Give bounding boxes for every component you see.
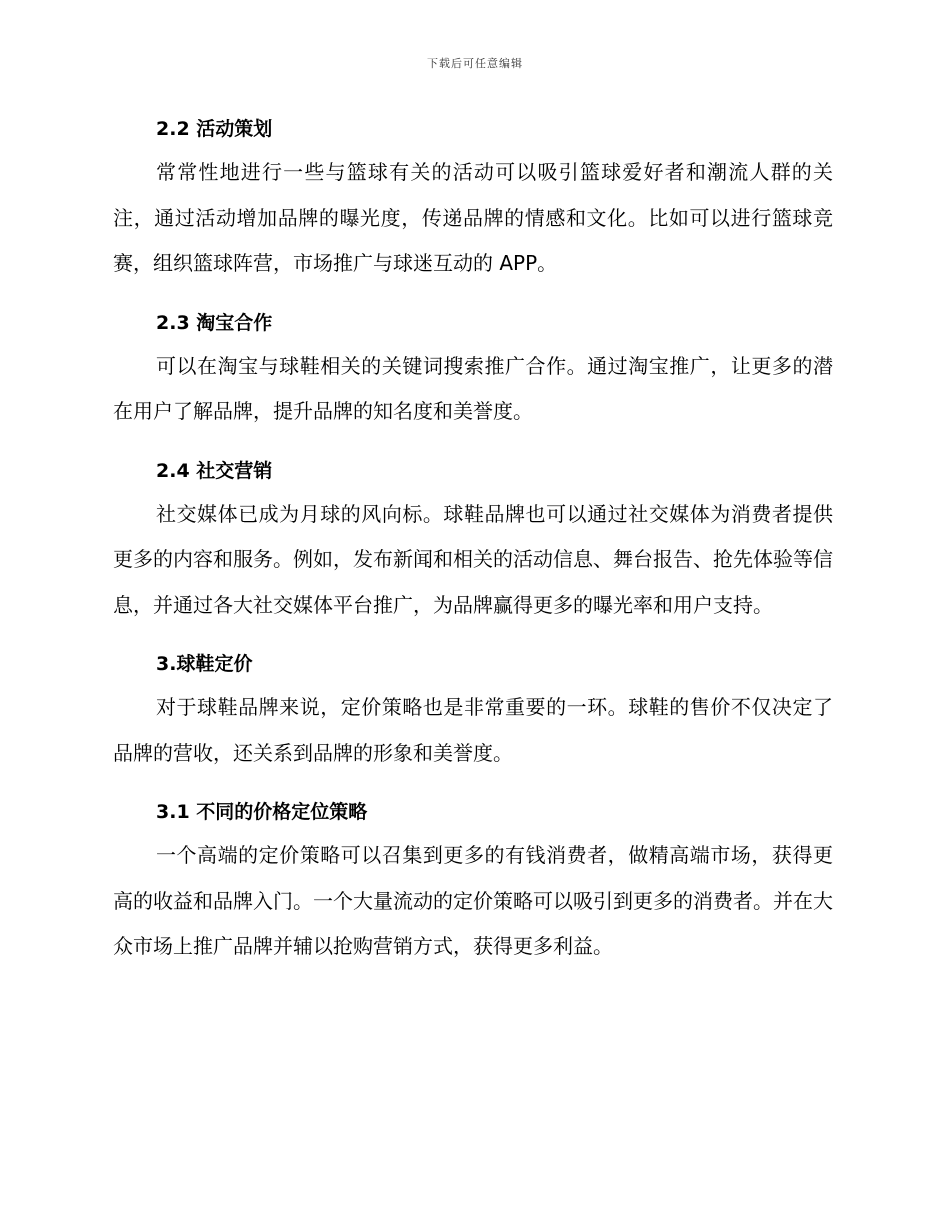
section-heading-3-1: 3.1 不同的价格定位策略 — [156, 801, 368, 823]
section-heading-2-2: 2.2 活动策划 — [156, 118, 273, 140]
section-paragraph-3: 对于球鞋品牌来说，定价策略也是非常重要的一环。球鞋的售价不仅决定了品牌的营收，还关系到品牌的形象和美誉度。 — [113, 695, 833, 765]
section-heading-3: 3.球鞋定价 — [156, 653, 253, 675]
section-heading-2-3: 2.3 淘宝合作 — [156, 311, 273, 334]
section-heading-2-4: 2.4 社交营销 — [156, 459, 273, 482]
page-header: 下载后可任意编辑 — [427, 57, 523, 70]
section-paragraph-2-4: 社交媒体已成为月球的风向标。球鞋品牌也可以通过社交媒体为消费者提供更多的内容和服务。例如，发布新闻和相关的活动信息、舞台报告、抢先体验等信息，并通过各大社交媒体平台推广，为品牌赢得更多的曝光率和用户支持。 — [113, 501, 833, 617]
section-paragraph-3-1: 一个高端的定价策略可以召集到更多的有钱消费者，做精高端市场，获得更高的收益和品牌入门。一个大量流动的定价策略可以吸引到更多的消费者。并在大众市场上推广品牌并辅以抢购营销方式，获得更多利益。 — [113, 843, 833, 958]
document-body — [113, 108, 833, 985]
section-paragraph-2-2: 常常性地进行一些与篮球有关的活动可以吸引篮球爱好者和潮流人群的关注，通过活动增加品牌的曝光度，传递品牌的情感和文化。比如可以进行篮球竞赛，组织篮球阵营，市场推广与球迷互动的 APP。 — [113, 160, 833, 275]
section-paragraph-2-3: 可以在淘宝与球鞋相关的关键词搜索推广合作。通过淘宝推广，让更多的潜在用户了解品牌，提升品牌的知名度和美誉度。 — [113, 353, 833, 423]
